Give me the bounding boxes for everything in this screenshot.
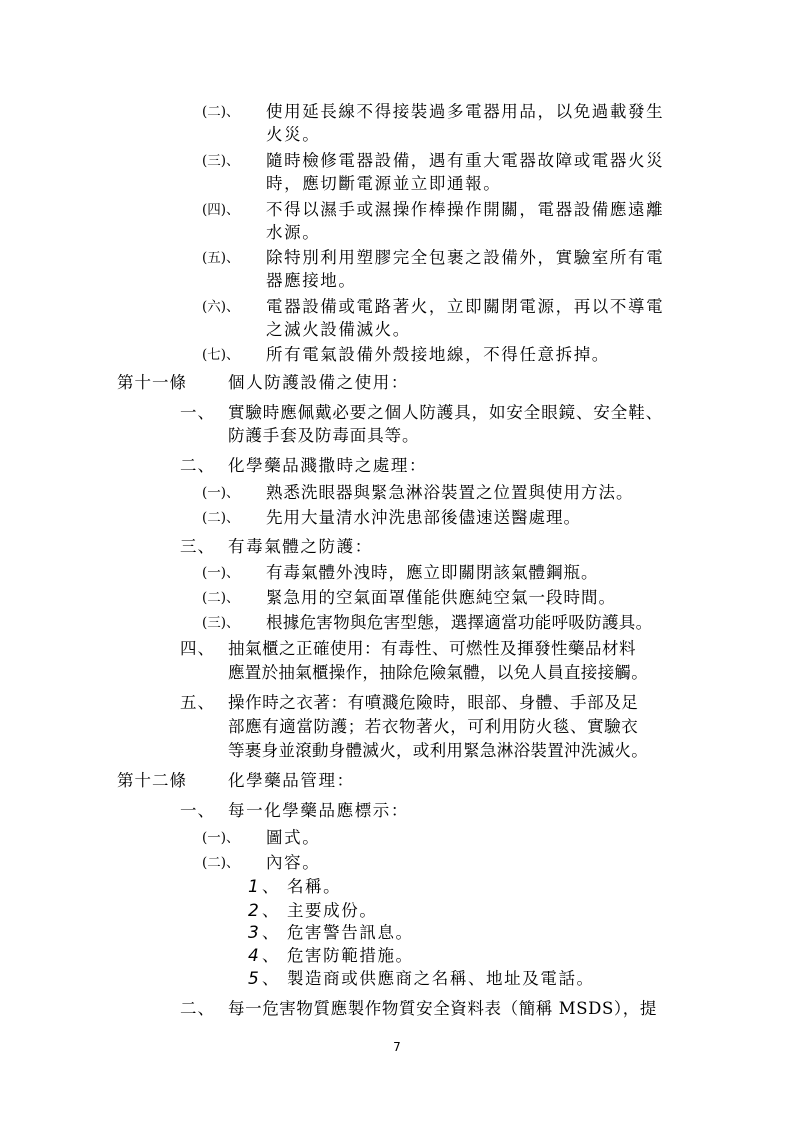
section-marker: 三、 [180, 537, 215, 556]
section-marker: 一、 [180, 801, 215, 820]
article-title: 化學藥品管理： [228, 771, 355, 790]
section-text: 防護手套及防毒面具等。 [228, 426, 420, 445]
item-text: 有毒氣體外洩時，應立即關閉該氣體鋼瓶。 [266, 563, 599, 582]
item-text: 之滅火設備滅火。 [266, 320, 411, 339]
section-marker: 五、 [180, 693, 215, 712]
section-text: 每一危害物質應製作物質安全資料表（簡稱 MSDS），提 [228, 999, 657, 1018]
section-text: 等裹身並滾動身體滅火，或利用緊急淋浴裝置沖洗滅火。 [228, 741, 648, 760]
page-number: 7 [393, 1040, 401, 1054]
section-text: 應置於抽氣櫃操作，抽除危險氣體，以免人員直接接觸。 [228, 663, 648, 682]
item-text: 隨時檢修電器設備，遇有重大電器故障或電器火災 [266, 151, 665, 170]
item-text: 先用大量清水沖洗患部後儘速送醫處理。 [266, 508, 581, 527]
article-heading: 第十一條 [117, 373, 187, 392]
section-marker: 二、 [180, 456, 215, 475]
sub-item-number: 3 [248, 923, 259, 943]
section-text: 有毒氣體之防護： [228, 537, 373, 556]
sub-item-text: 、 主要成份。 [262, 901, 378, 920]
item-marker: (一)、 [202, 830, 240, 846]
item-marker: (二)、 [202, 104, 240, 120]
sub-item-text: 、 危害警告訊息。 [262, 923, 414, 942]
sub-item-text: 、 危害防範措施。 [262, 946, 414, 965]
section-text: 操作時之衣著：有噴濺危險時，眼部、身體、手部及足 [228, 693, 639, 712]
sub-item-number: 2 [248, 901, 259, 921]
item-text: 使用延長線不得接裝過多電器用品，以免過載發生 [266, 102, 665, 121]
item-text: 水源。 [266, 223, 321, 242]
item-text: 火災。 [266, 125, 321, 144]
sub-item-number: 4 [248, 946, 259, 966]
item-marker: (六)、 [202, 299, 240, 315]
item-text: 器應接地。 [266, 271, 357, 290]
item-text: 根據危害物與危害型態，選擇適當功能呼吸防護具。 [266, 613, 653, 632]
sub-item-text: 、 製造商或供應商之名稱、地址及電話。 [262, 969, 595, 988]
item-marker: (二)、 [202, 855, 240, 871]
item-text: 熟悉洗眼器與緊急淋浴裝置之位置與使用方法。 [266, 483, 634, 502]
section-text: 抽氣櫃之正確使用：有毒性、可燃性及揮發性藥品材料 [228, 639, 636, 658]
section-text: 部應有適當防護；若衣物著火，可利用防火毯、實驗衣 [228, 717, 639, 736]
item-marker: (三)、 [202, 615, 240, 631]
item-marker: (一)、 [202, 485, 240, 501]
item-text: 緊急用的空氣面罩僅能供應純空氣一段時間。 [266, 588, 616, 607]
item-marker: (二)、 [202, 590, 240, 606]
sub-item-text: 、 名稱。 [262, 877, 342, 896]
item-text: 內容。 [266, 853, 321, 872]
item-marker: (一)、 [202, 565, 240, 581]
article-heading: 第十二條 [117, 771, 187, 790]
item-marker: (三)、 [202, 153, 240, 169]
section-text: 每一化學藥品應標示： [228, 801, 409, 820]
sub-item-number: 5 [248, 969, 259, 989]
sub-item-number: 1 [248, 877, 259, 897]
section-marker: 二、 [180, 999, 215, 1018]
item-text: 圖式。 [266, 828, 321, 847]
item-text: 除特別利用塑膠完全包裹之設備外，實驗室所有電 [266, 248, 665, 267]
item-marker: (七)、 [202, 347, 240, 363]
item-marker: (五)、 [202, 250, 240, 266]
article-title: 個人防護設備之使用： [228, 373, 409, 392]
section-text: 實驗時應佩戴必要之個人防護具，如安全眼鏡、安全鞋、 [228, 403, 663, 422]
item-text: 電器設備或電路著火，立即關閉電源，再以不導電 [266, 297, 665, 316]
item-text: 時，應切斷電源並立即通報。 [266, 174, 502, 193]
section-marker: 四、 [180, 639, 215, 658]
item-text: 不得以濕手或濕操作棒操作開關，電器設備應遠離 [266, 200, 665, 219]
item-text: 所有電氣設備外殼接地線，不得任意拆掉。 [266, 345, 610, 364]
item-marker: (二)、 [202, 510, 240, 526]
item-marker: (四)、 [202, 202, 240, 218]
section-marker: 一、 [180, 403, 215, 422]
section-text: 化學藥品濺撒時之處理： [228, 456, 428, 475]
